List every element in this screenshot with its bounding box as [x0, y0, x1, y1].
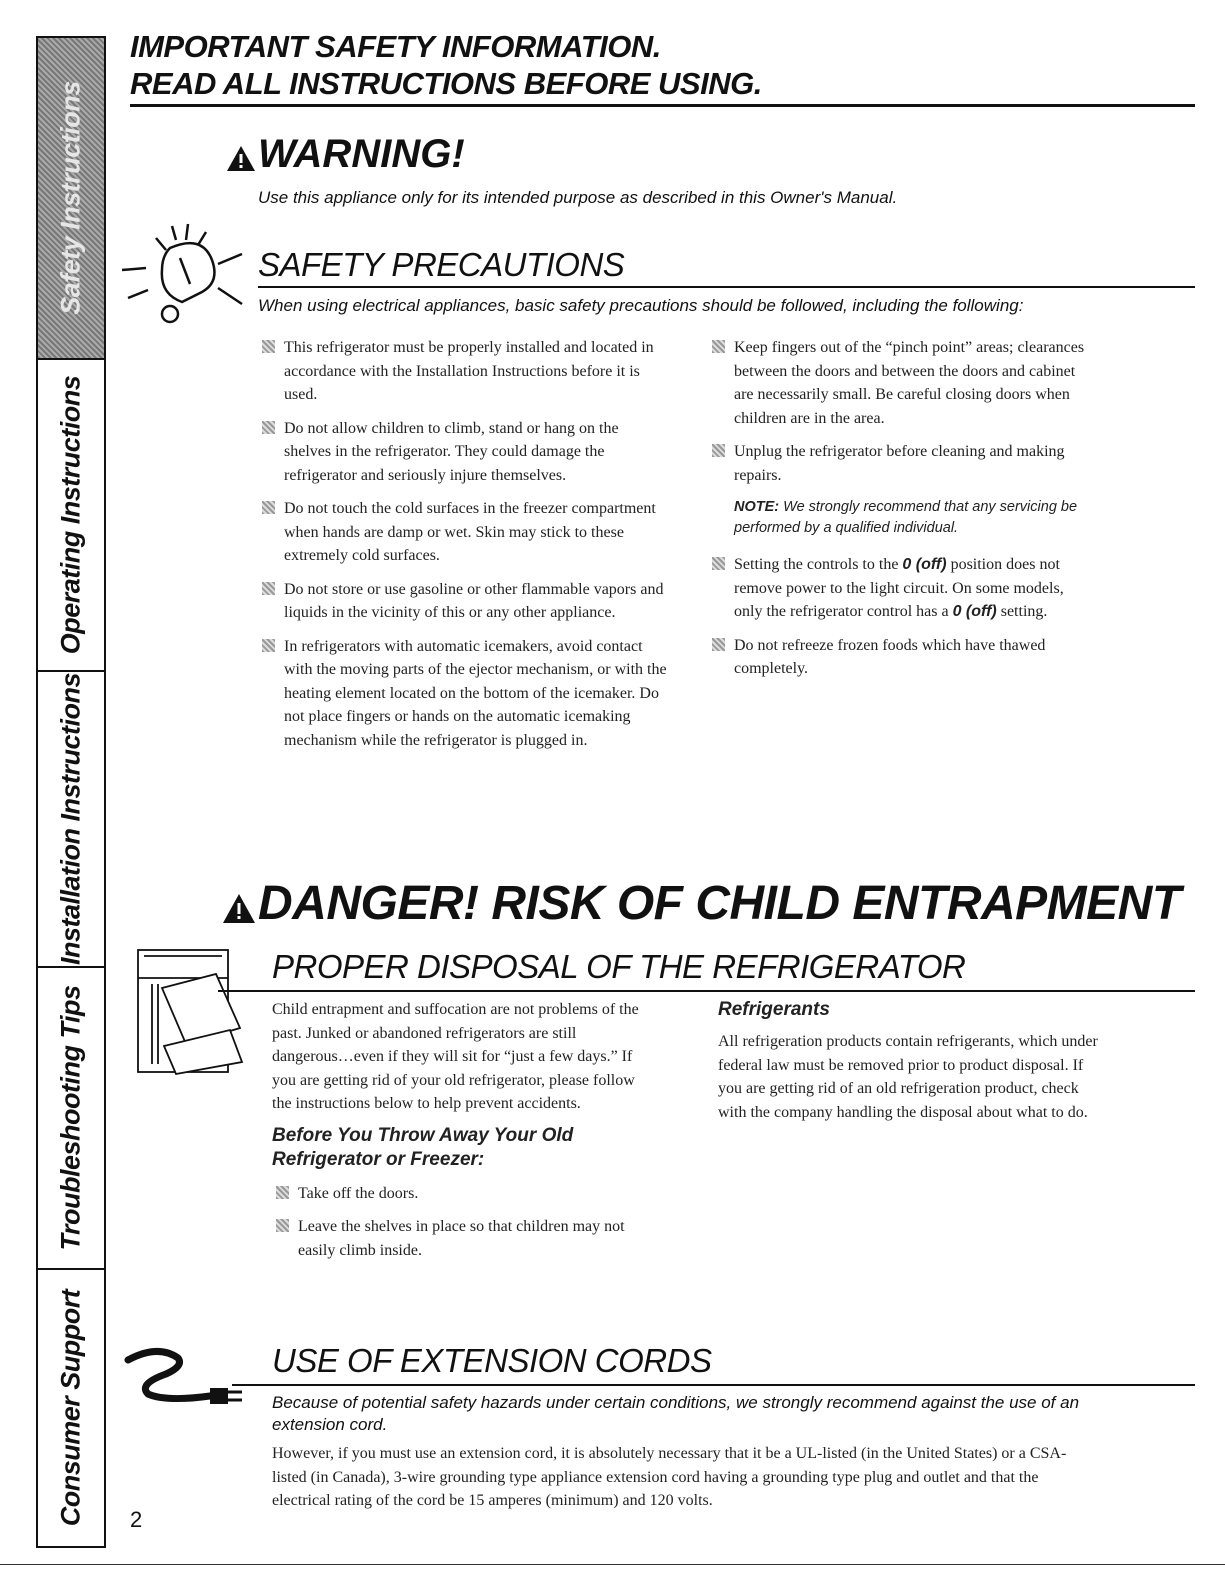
- precautions-intro: When using electrical appliances, basic safety precautions should be followed, including the following:: [258, 296, 1024, 315]
- refrigerants-column: [718, 998, 1098, 1124]
- list-item: Unplug the refrigerator before cleaning and making repairs.: [708, 440, 1088, 487]
- list-item: Do not allow children to climb, stand or hang on the shelves in the refrigerator. They could damage the refrigerator and seriously injure themselves.: [258, 417, 668, 488]
- refrigerants-text: All refrigeration products contain refrigerants, which under federal law must be removed prior to product disposal. If you are getting rid of an old refrigeration product, check with the company handling the disposal about what to do.: [718, 1033, 1098, 1121]
- bottom-rule: [0, 1564, 1225, 1565]
- tab-troubleshooting-tips[interactable]: Troubleshooting Tips: [36, 966, 106, 1268]
- list-item: Setting the controls to the 0 (off) position does not remove power to the light circuit. On some models, only the refrigerator control has a 0 (off) setting.: [708, 553, 1088, 624]
- extension-intro: Because of potential safety hazards under certain conditions, we strongly recommend against the use of an extension cord.: [272, 1393, 1080, 1434]
- tab-safety-instructions[interactable]: Safety Instructions: [36, 36, 106, 358]
- disposal-text: Child entrapment and suffocation are not problems of the past. Junked or abandoned refrigerators are still dangerous…even if they will sit for “just a few days.” If you are getting rid of your old refrigerator, please follow the instructions below to help prevent accidents.: [272, 1001, 639, 1112]
- header-line-1: IMPORTANT SAFETY INFORMATION.: [130, 29, 661, 64]
- precautions-rule: [258, 286, 1195, 288]
- warning-title: WARNING!: [258, 132, 465, 176]
- precautions-title: SAFETY PRECAUTIONS: [258, 246, 625, 283]
- extension-rule: [232, 1384, 1195, 1386]
- list-item: Leave the shelves in place so that children may not easily climb inside.: [272, 1215, 642, 1262]
- disposal-rule: [218, 990, 1195, 992]
- list-item: In refrigerators with automatic icemakers, avoid contact with the moving parts of the ejector mechanism, or with the heating element located on the bottom of the icemaker. Do not place fingers or hands on the automatic icemaking mechanism while the refrigerator is plugged in.: [258, 635, 668, 753]
- tab-operating-instructions[interactable]: Operating Instructions: [36, 358, 106, 670]
- list-item: This refrigerator must be properly installed and located in accordance with the Installation Instructions before it is used.: [258, 336, 668, 407]
- disposal-title: PROPER DISPOSAL OF THE REFRIGERATOR: [272, 948, 966, 985]
- refrigerator-icon: [132, 944, 252, 1076]
- warning-subtitle: Use this appliance only for its intended purpose as described in this Owner's Manual.: [258, 188, 898, 207]
- page-header: [130, 28, 762, 102]
- refrigerants-heading: Refrigerants: [718, 999, 830, 1020]
- precautions-left-column: [258, 336, 668, 762]
- before-heading: Before You Throw Away Your Old Refrigerator or Freezer:: [272, 1124, 574, 1170]
- list-item: Do not refreeze frozen foods which have thawed completely.: [708, 634, 1088, 681]
- note-label: NOTE:: [734, 499, 780, 515]
- extension-title: USE OF EXTENSION CORDS: [272, 1342, 712, 1379]
- precautions-right-column: [708, 336, 1088, 691]
- tab-installation-instructions[interactable]: Installation Instructions: [36, 670, 106, 966]
- side-tabs: [36, 36, 106, 1548]
- list-item: Do not store or use gasoline or other flammable vapors and liquids in the vicinity of this or any other appliance.: [258, 578, 668, 625]
- note: [734, 497, 1088, 539]
- note-text: We strongly recommend that any servicing be performed by a qualified individual.: [734, 499, 1078, 536]
- danger-triangle-icon: [222, 893, 256, 924]
- list-item: Keep fingers out of the “pinch point” areas; clearances between the doors and between the doors and cabinet are necessarily small. Be careful closing doors when children are in the area.: [708, 336, 1088, 430]
- extension-text: However, if you must use an extension cord, it is absolutely necessary that it be a UL-listed (in the United States) or a CSA-listed (in Canada), 3-wire grounding type appliance extension cord having a grounding type plug and outlet and that the electrical rating of the cord be 15 amperes (minimum) and 120 volts.: [272, 1445, 1067, 1509]
- list-item: Do not touch the cold surfaces in the freezer compartment when hands are damp or wet. Skin may stick to these extremely cold surfaces.: [258, 497, 668, 568]
- list-item: Take off the doors.: [272, 1182, 642, 1206]
- header-rule: [130, 104, 1195, 107]
- danger-title: DANGER! RISK OF CHILD ENTRAPMENT: [258, 877, 1181, 930]
- header-line-2: READ ALL INSTRUCTIONS BEFORE USING.: [130, 66, 762, 101]
- tab-consumer-support[interactable]: Consumer Support: [36, 1268, 106, 1548]
- warning-triangle-icon: [226, 145, 256, 172]
- lightbulb-alert-icon: [120, 218, 260, 328]
- disposal-left-column: [272, 998, 642, 1272]
- extension-cord-icon: [118, 1340, 248, 1410]
- page-number: 2: [130, 1507, 143, 1532]
